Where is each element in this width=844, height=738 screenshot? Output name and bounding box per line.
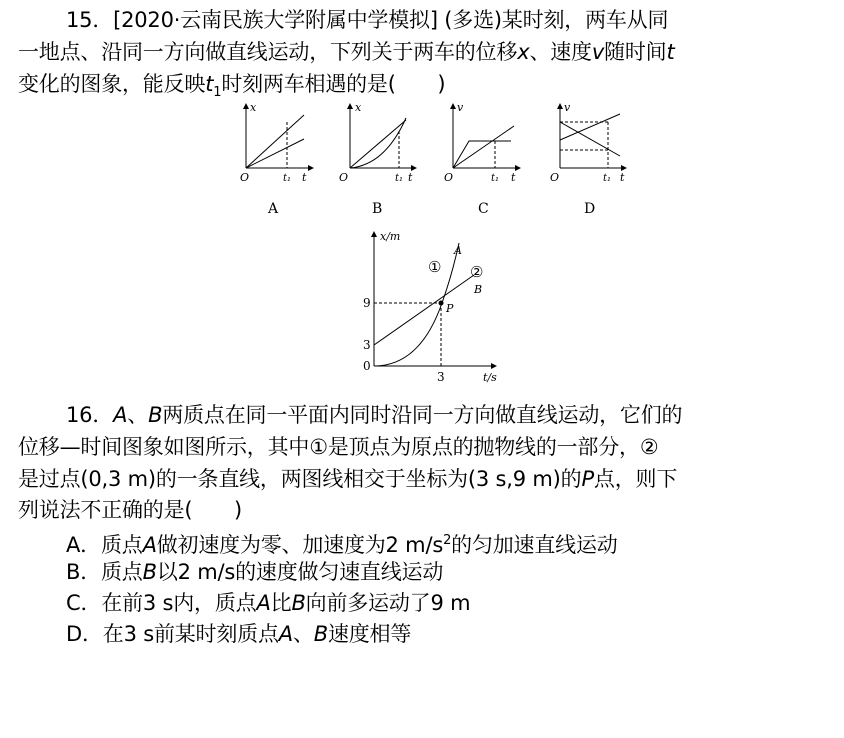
point-p-label: P <box>446 302 454 315</box>
q15-line-2: 一地点、沿同一方向做直线运动，下列关于两车的位移x、速度v随时间t <box>18 40 675 64</box>
q15-line-1: 15．[2020·云南民族大学附属中学模拟] (多选)某时刻，两车从同 <box>66 8 669 32</box>
graph-d-axis-label: v <box>564 101 571 114</box>
graph-b-tick: t₁ <box>395 173 404 184</box>
big-graph-xlabel: t/s <box>483 371 497 384</box>
curve-a-label: A <box>454 244 462 257</box>
q16-line-1: 16．A、B两质点在同一平面内同时沿同一方向做直线运动，它们的 <box>66 403 683 427</box>
q16-option-d: D．在3 s前某时刻质点A、B速度相等 <box>66 622 412 646</box>
big-graph-xtick-3: 3 <box>437 370 445 384</box>
big-graph-ytick-9: 9 <box>363 296 371 310</box>
q16-option-a: A．质点A做初速度为零、加速度为2 $m/s^2$的匀加速直线运动 <box>66 533 618 557</box>
graph-c-tick: t₁ <box>491 173 500 184</box>
big-graph-ylabel: x/m <box>380 230 401 243</box>
big-graph-origin: 0 <box>363 359 371 373</box>
graph-d-label: D <box>584 201 596 217</box>
curve-b-label: B <box>474 283 483 296</box>
q16-line-4: 列说法不正确的是( ) <box>18 498 242 522</box>
line-b <box>374 275 474 345</box>
graph-a-origin: O <box>240 171 250 184</box>
point-p-marker <box>439 301 444 306</box>
graph-c-t-axis: t <box>511 171 516 184</box>
graph-a-tick: t₁ <box>283 173 292 184</box>
graph-b-axis-label: x <box>355 101 362 114</box>
q16-line-2: 位移—时间图象如图所示，其中①是顶点为原点的抛物线的一部分，② <box>18 435 659 459</box>
graph-b-t-axis: t <box>408 171 413 184</box>
graph-d-tick: t₁ <box>603 173 612 184</box>
q15-line-3: 变化的图象，能反映$t_1$时刻两车相遇的是( ) <box>18 72 446 101</box>
big-graph <box>374 232 496 366</box>
graph-c-axis-label: v <box>457 101 464 114</box>
curve-b-mark: ② <box>470 263 484 281</box>
graph-c-origin: O <box>444 171 454 184</box>
q16-option-b: B．质点B以2 m/s的速度做匀速直线运动 <box>66 560 444 584</box>
graph-c-label: C <box>478 201 489 217</box>
big-graph-ytick-3: 3 <box>363 338 371 352</box>
graph-a-t-axis: t <box>302 171 307 184</box>
graph-a-axis-label: x <box>250 101 257 114</box>
curve-a-mark: ① <box>428 258 442 276</box>
graph-a-label: A <box>268 201 279 217</box>
q16-option-c: C．在前3 s内，质点A比B向前多运动了9 m <box>66 591 471 615</box>
graph-d-origin: O <box>550 171 560 184</box>
graph-d-t-axis: t <box>620 171 625 184</box>
graph-b-label: B <box>372 201 383 217</box>
q16-line-3: 是过点(0,3 m)的一条直线，两图线相交于坐标为(3 s,9 m)的P点，则下 <box>18 467 678 491</box>
graph-b-origin: O <box>339 171 349 184</box>
